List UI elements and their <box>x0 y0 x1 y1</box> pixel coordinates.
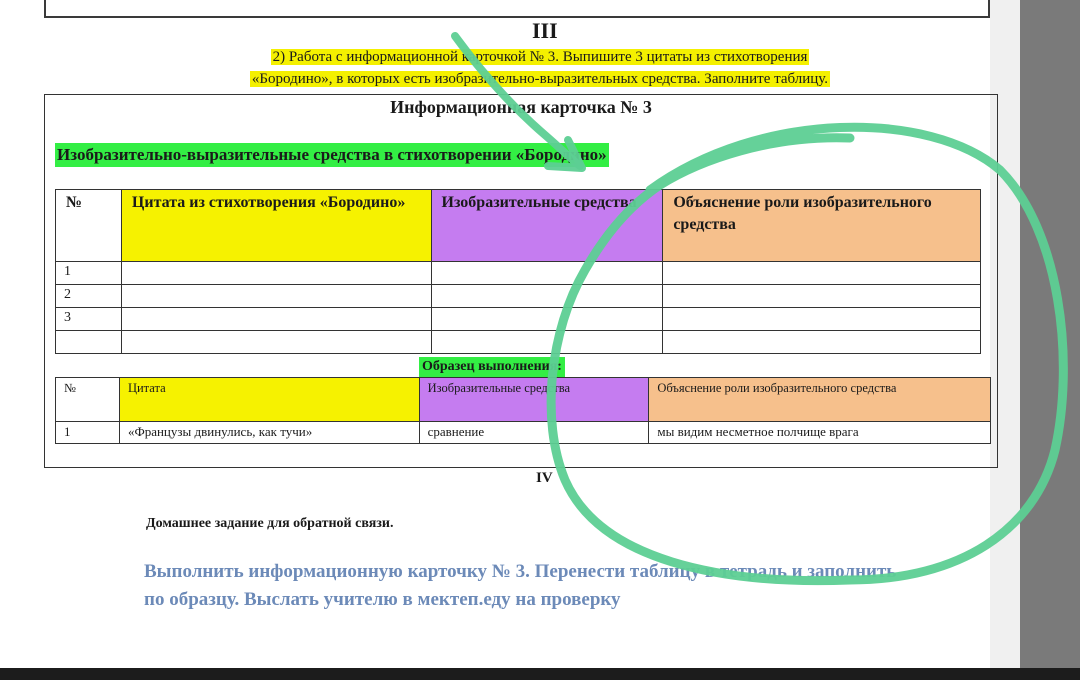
sample-row-number: 1 <box>56 422 120 444</box>
task-line-1: 2) Работа с информационной карточкой № 3. Выпишите 3 цитаты из стихотворения <box>272 49 808 65</box>
means-cell[interactable] <box>431 262 663 285</box>
header-role: Объяснение роли изобразительного средства <box>663 190 981 262</box>
means-cell[interactable] <box>431 285 663 308</box>
bottom-bar <box>0 668 1080 680</box>
quotes-table <box>55 189 981 354</box>
info-card <box>44 94 998 468</box>
role-cell[interactable] <box>663 262 981 285</box>
sample-label: Образец выполнения: <box>419 357 565 377</box>
sample-row <box>56 422 991 444</box>
previous-section-box <box>44 0 990 18</box>
sample-header-means: Изобразительные средства <box>419 378 649 422</box>
table-row <box>56 308 981 331</box>
header-quote: Цитата из стихотворения «Бородино» <box>121 190 431 262</box>
role-cell[interactable] <box>663 285 981 308</box>
sample-role: мы видим несметное полчище врага <box>649 422 991 444</box>
sample-header-number: № <box>56 378 120 422</box>
row-number: 1 <box>56 262 122 285</box>
role-cell[interactable] <box>663 308 981 331</box>
task-instruction <box>120 46 960 90</box>
means-cell[interactable] <box>431 308 663 331</box>
task-line-2: «Бородино», в которых есть изобразительно-выразительных средства. Заполните таблицу. <box>251 71 829 87</box>
quote-cell[interactable] <box>121 331 431 354</box>
role-cell[interactable] <box>663 331 981 354</box>
row-number: 2 <box>56 285 122 308</box>
table-row <box>56 331 981 354</box>
card-subtitle: Изобразительно-выразительные средства в стихотворении «Бородино» <box>55 143 609 167</box>
sample-header-quote: Цитата <box>119 378 419 422</box>
side-bar <box>1020 0 1080 680</box>
sample-means: сравнение <box>419 422 649 444</box>
sample-header-row <box>56 378 991 422</box>
homework-text: Выполнить информационную карточку № 3. Перенести таблицу в тетрадь и заполнить по образцу. Выслать учителю в мектеп.еду на проверку <box>144 561 897 610</box>
table-row <box>56 285 981 308</box>
means-cell[interactable] <box>431 331 663 354</box>
section-four-number: IV <box>536 470 553 486</box>
sample-header-role: Объяснение роли изобразительного средства <box>649 378 991 422</box>
card-title: Информационная карточка № 3 <box>390 97 652 117</box>
section-number: III <box>532 18 558 43</box>
header-means: Изобразительные средства <box>431 190 663 262</box>
sample-table <box>55 377 991 444</box>
row-number <box>56 331 122 354</box>
table-header-row <box>56 190 981 262</box>
quote-cell[interactable] <box>121 285 431 308</box>
header-number: № <box>56 190 122 262</box>
table-row <box>56 262 981 285</box>
row-number: 3 <box>56 308 122 331</box>
quote-cell[interactable] <box>121 308 431 331</box>
sample-quote: «Французы двинулись, как тучи» <box>119 422 419 444</box>
quote-cell[interactable] <box>121 262 431 285</box>
homework-label: Домашнее задание для обратной связи. <box>146 516 394 531</box>
